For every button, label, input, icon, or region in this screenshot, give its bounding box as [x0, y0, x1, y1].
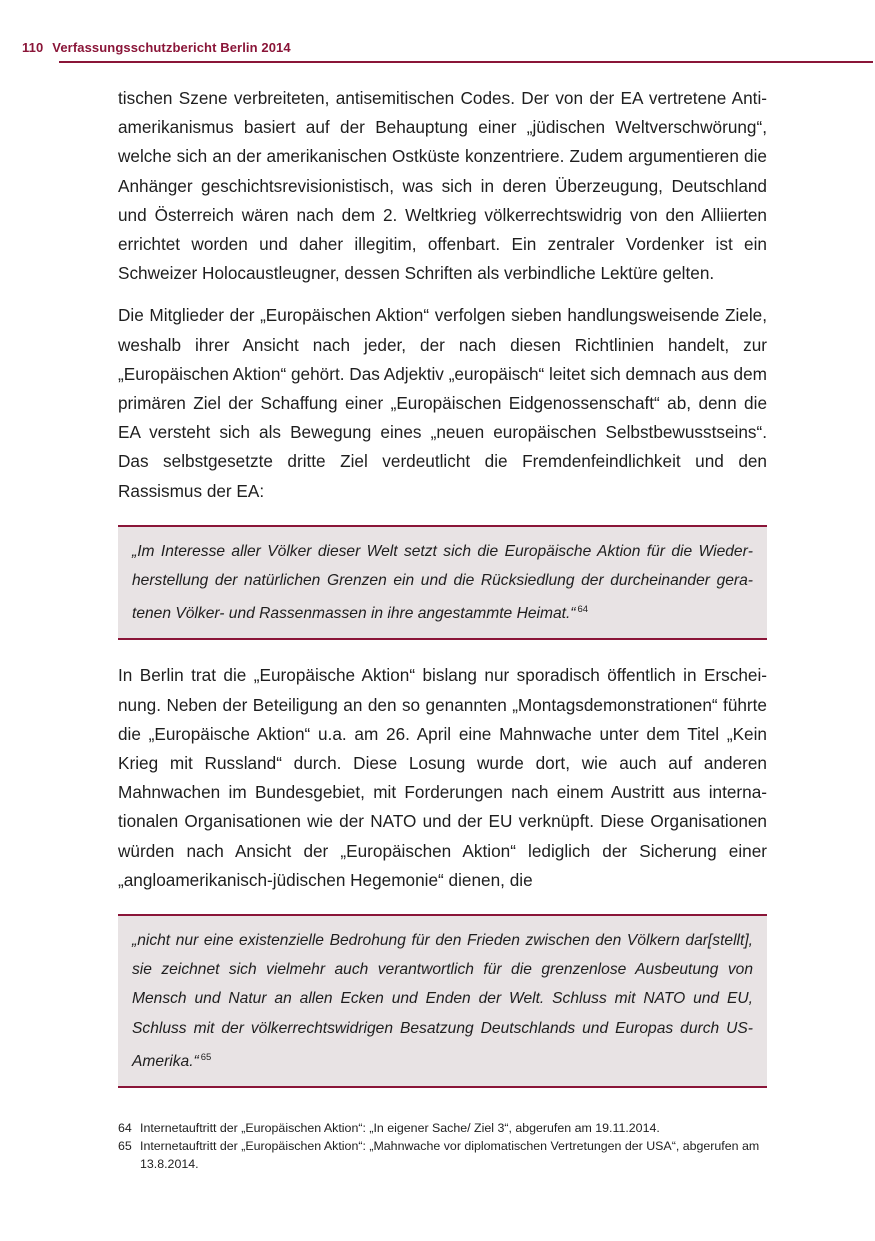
footnote-text: Internetauftritt der „Europäischen Aktion“: „Mahnwache vor diplomatischen Vertretungen der USA“, abgerufen am 13.8.2014.: [140, 1139, 760, 1171]
footnote-number: 64: [118, 1121, 132, 1135]
footnote-ref-64[interactable]: 64: [577, 604, 589, 616]
block-quote-1-text: „Im Interesse aller Völker dieser Welt setzt sich die Europäische Aktion für die Wiederherstellung der natürlichen Grenzen ein und die Rücksiedlung der durcheinander geratenen Völker- und Rassenmassen in ihre angestammte Heimat.“: [132, 542, 753, 623]
footnote-ref-65[interactable]: 65: [200, 1051, 212, 1063]
block-quote-1: [118, 525, 767, 641]
page-number: 110: [22, 40, 44, 55]
footnote-64: [118, 1119, 767, 1137]
header-rule: [59, 61, 873, 63]
document-title: Verfassungsschutzbericht Berlin 2014: [52, 40, 291, 55]
footnote-number: 65: [118, 1139, 132, 1153]
running-header: [22, 40, 291, 55]
paragraph-1: tischen Szene verbreiteten, antisemitischen Codes. Der von der EA vertretene Antiamerikanismus basiert auf der Behauptung einer „jüdischen Weltverschwörung“, welche sich an der amerikanischen Ostküste konzentriere. Zudem argumentieren die Anhänger geschichtsrevisionistisch, was sich in deren Überzeugung, Deutschland und Österreich wären nach dem 2. Weltkrieg völkerrechtswidrig von den Alliierten errichtet worden und daher illegitim, offenbart. Ein zentraler Vordenker ist ein Schweizer Holocaustleugner, dessen Schriften als verbindliche Lektüre gelten.: [118, 88, 767, 284]
footnote-65: [118, 1137, 767, 1173]
paragraph-3: In Berlin trat die „Europäische Aktion“ bislang nur sporadisch öffentlich in Erscheinung. Neben der Beteiligung an den so genannten „Montagsdemonstrationen“ führte die „Europäische Aktion“ u.a. am 26. April eine Mahnwache unter dem Titel „Kein Krieg mit Russland“ durch. Diese Losung wurde dort, wie auch auf anderen Mahnwachen im Bundesgebiet, mit Forderungen nach einem Austritt aus internationalen Organisationen wie der NATO und der EU verknüpft. Diese Organisationen würden nach Ansicht der „Europäischen Aktion“ lediglich der Sicherung einer „angloamerikanisch-jüdischen Hegemonie“ dienen, die: [118, 665, 767, 890]
block-quote-2-text: „nicht nur eine existenzielle Bedrohung für den Frieden zwischen den Völkern dar[stellt], sie zeichnet sich vielmehr auch verantwortlich für die grenzenlose Ausbeutung von Mensch und Natur an allen Ecken und Enden der Welt. Schluss mit NATO und EU, Schluss mit der völkerrechtswidrigen Besatzung Deutschlands und Europas durch US-Amerika.“: [132, 932, 753, 1070]
page-header: [22, 40, 873, 64]
paragraph-2: Die Mitglieder der „Europäischen Aktion“ verfolgen sieben handlungsweisende Ziele, weshalb ihrer Ansicht nach jeder, der nach diesen Richtlinien handelt, zur „Europäischen Aktion“ gehört. Das Adjektiv „europäisch“ leitet sich demnach aus dem primären Ziel der Schaffung einer „Europäischen Eidgenossenschaft“ ab, denn die EA versteht sich als Bewegung eines „neuen europäischen Selbstbewusstseins“. Das selbstgesetzte dritte Ziel verdeutlicht die Fremdenfeindlichkeit und den Rassismus der EA:: [118, 305, 767, 501]
footnotes: [118, 1119, 767, 1173]
footnote-text: Internetauftritt der „Europäischen Aktion“: „In eigener Sache/ Ziel 3“, abgerufen am 19.11.2014.: [140, 1121, 660, 1135]
block-quote-2: [118, 914, 767, 1088]
main-content: [118, 84, 767, 1088]
